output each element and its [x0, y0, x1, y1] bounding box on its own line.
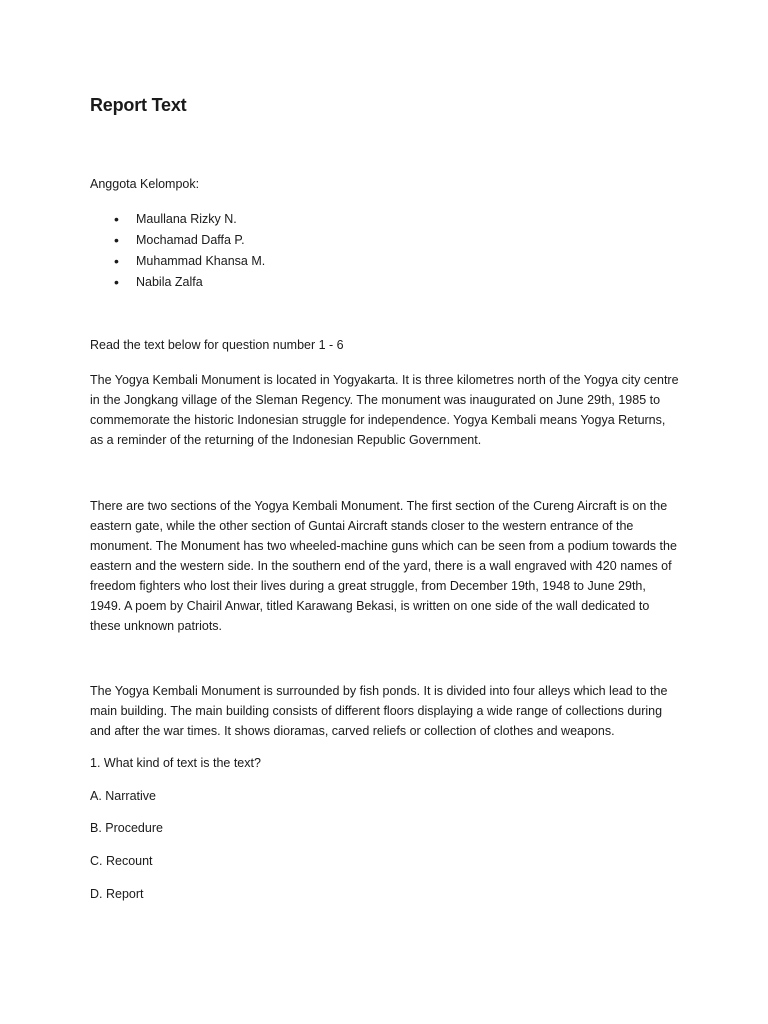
- members-label: Anggota Kelompok:: [90, 177, 200, 191]
- list-item: [90, 251, 265, 272]
- instruction-text: Read the text below for question number 1 - 6: [90, 338, 344, 352]
- bullet-icon: •: [114, 232, 119, 248]
- answer-option-d: D. Report: [90, 887, 144, 901]
- paragraph: The Yogya Kembali Monument is located in Yogyakarta. It is three kilometres north of the Yogya city centre in the Jongkang village of the Sleman Regency. The monument was inaugurated on June 29th, 1985 to commemorate the historic Indonesian struggle for independence. Yogya Kembali means Yogya Returns, as a reminder of the returning of the Indonesian Republic Government.: [90, 373, 679, 447]
- members-list: [90, 209, 265, 293]
- member-name: Maullana Rizky N.: [136, 212, 237, 226]
- page-title: Report Text: [90, 95, 187, 115]
- member-name: Mochamad Daffa P.: [136, 233, 245, 247]
- list-item: [90, 230, 265, 251]
- paragraph: The Yogya Kembali Monument is surrounded by fish ponds. It is divided into four alleys which lead to the main building. The main building consists of different floors displaying a wide range of collections during and after the war times. It shows dioramas, carved reliefs or collection of clothes and weapons.: [90, 684, 668, 738]
- bullet-icon: •: [114, 211, 119, 227]
- member-name: Muhammad Khansa M.: [136, 254, 266, 268]
- paragraph: There are two sections of the Yogya Kembali Monument. The first section of the Cureng Aircraft is on the eastern gate, while the other section of Guntai Aircraft stands closer to the western entrance of the monument. The Monument has two wheeled-machine guns which can be seen from a podium towards the eastern and the western side. In the southern end of the yard, there is a wall engraved with 420 names of freedom fighters who lost their lives during a great struggle, from December 19th, 1948 to June 29th, 1949. A poem by Chairil Anwar, titled Karawang Bekasi, is written on one side of the wall dedicated to these unknown patriots.: [90, 499, 677, 633]
- bullet-icon: •: [114, 253, 119, 269]
- list-item: [90, 209, 265, 230]
- member-name: Nabila Zalfa: [136, 275, 203, 289]
- bullet-icon: •: [114, 274, 119, 290]
- answer-option-a: A. Narrative: [90, 789, 156, 803]
- answer-option-b: B. Procedure: [90, 821, 163, 835]
- answer-option-c: C. Recount: [90, 854, 153, 868]
- question-text: 1. What kind of text is the text?: [90, 756, 261, 770]
- list-item: [90, 272, 265, 293]
